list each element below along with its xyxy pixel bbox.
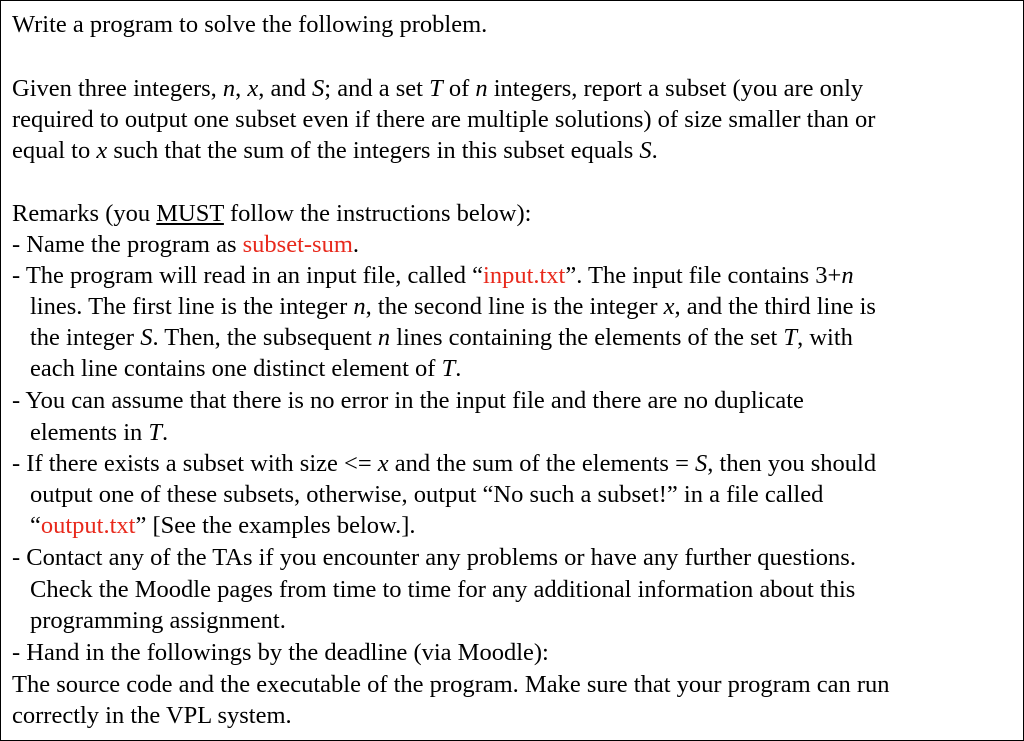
program-name: subset-sum (242, 231, 353, 258)
source-line-2: correctly in the VPL system. (12, 702, 292, 729)
remark-read-line-1: - The program will read in an input file, called “input.txt”. The input file contains 3+n (12, 262, 854, 289)
remark-contact-line-3: programming assignment. (30, 607, 286, 634)
remark-assume-line-2: elements in T. (30, 419, 169, 446)
intro-line: Write a program to solve the following problem. (12, 11, 488, 38)
problem-line-3: equal to x such that the sum of the integers in this subset equals S. (12, 137, 658, 164)
problem-line-1: Given three integers, n, x, and S; and a set T of n integers, report a subset (you are only (12, 75, 864, 102)
remark-read-line-2: lines. The first line is the integer n, the second line is the integer x, and the third line is (30, 293, 876, 320)
remark-assume-line-1: - You can assume that there is no error in the input file and there are no duplicate (12, 387, 804, 414)
remark-handin-line: - Hand in the followings by the deadline (via Moodle): (12, 639, 549, 666)
remark-read-line-3: the integer S. Then, the subsequent n lines containing the elements of the set T, with (30, 324, 853, 351)
must-emphasis: MUST (156, 200, 224, 227)
source-line-1: The source code and the executable of the program. Make sure that your program can run (12, 671, 890, 698)
input-filename: input.txt (483, 262, 566, 289)
remark-output-line-2: output one of these subsets, otherwise, output “No such a subset!” in a file called (30, 481, 824, 508)
remark-contact-line-2: Check the Moodle pages from time to time for any additional information about this (30, 576, 856, 603)
remark-output-line-1: - If there exists a subset with size <= x and the sum of the elements = S, then you should (12, 450, 877, 477)
problem-line-2: required to output one subset even if there are multiple solutions) of size smaller than or (12, 106, 876, 133)
remarks-heading: Remarks (you MUST follow the instructions below): (12, 200, 532, 227)
remark-contact-line-1: - Contact any of the TAs if you encounter any problems or have any further questions. (12, 544, 856, 571)
output-filename: output.txt (40, 512, 136, 539)
remark-name-line: - Name the program as subset-sum. (12, 231, 359, 258)
remark-read-line-4: each line contains one distinct element of T. (30, 355, 462, 382)
remark-output-line-3: “output.txt” [See the examples below.]. (30, 512, 416, 539)
